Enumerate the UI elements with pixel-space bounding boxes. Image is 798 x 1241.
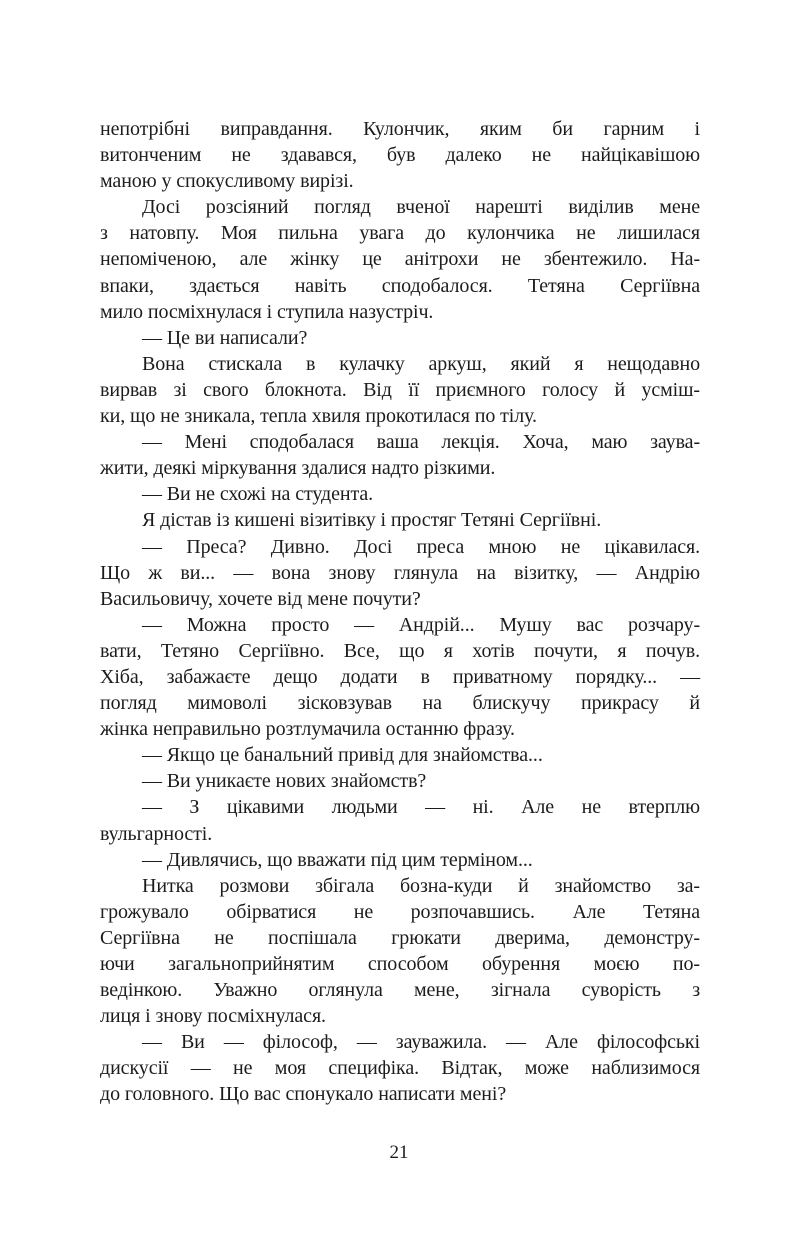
text-line: Що ж ви... — вона знову глянула на візитку, — Андрію — [100, 561, 700, 584]
text-line: лиця і знову посміхнулася. — [100, 1005, 326, 1028]
text-line: з натовпу. Моя пильна увага до кулончика не лишилася — [100, 222, 700, 245]
text-line: витонченим не здавався, був далеко не найцікавішою — [100, 144, 700, 167]
text-line: Нитка розмови збігала бозна-куди й знайомство за- — [142, 874, 700, 897]
text-line: непоміченою, але жінку це анітрохи не збентежило. На- — [100, 248, 700, 271]
text-line: Досі розсіяний погляд вченої нарешті виділив мене — [142, 196, 700, 219]
text-line: грожувало обірватися не розпочавшись. Але Тетяна — [100, 900, 700, 923]
text-line: непотрібні виправдання. Кулончик, яким би гарним і — [100, 118, 700, 140]
text-line: Сергіївна не поспішала грюкати дверима, демонстру- — [100, 926, 700, 949]
text-line: дискусії — не моя специфіка. Відтак, може наблизимося — [100, 1057, 700, 1080]
text-line: вульгарності. — [100, 822, 213, 845]
text-line: — Ви не схожі на студента. — [142, 483, 374, 506]
text-line: Вона стискала в кулачку аркуш, який я нещодавно — [142, 352, 700, 375]
page-number: 21 — [389, 1142, 409, 1163]
text-line: ведінкою. Уважно оглянула мене, зігнала суворість з — [100, 979, 700, 1002]
text-line: до головного. Що вас спонукало написати мені? — [100, 1083, 507, 1106]
text-line: — Можна просто — Андрій... Мушу вас розчару- — [142, 613, 700, 636]
text-line: мило посміхнулася і ступила назустріч. — [100, 300, 434, 323]
text-line: — Преса? Дивно. Досі преса мною не цікавилася. — [142, 535, 700, 558]
text-line: жити, деякі міркування здалися надто різкими. — [100, 457, 496, 480]
text-line: вати, Тетяно Сергіївно. Все, що я хотів почути, я почув. — [100, 639, 700, 662]
text-line: — Ви — філософ, — зауважила. — Але філософські — [142, 1031, 700, 1054]
text-line: — Ви уникаєте нових знайомств? — [142, 770, 427, 793]
text-line: Хіба, забажаєте дещо додати в приватному порядку... — — [100, 665, 700, 688]
text-line: — Дивлячись, що вважати під цим терміном... — [142, 848, 533, 871]
text-line: — Якщо це банальний привід для знайомства... — [142, 744, 543, 767]
text-line: маною у спокусливому вирізі. — [100, 170, 354, 193]
text-line: жінка неправильно розтлумачила останню фразу. — [100, 718, 515, 741]
text-block — [100, 116, 700, 1108]
text-line: ки, що не зникала, тепла хвиля прокотилася по тілу. — [100, 405, 537, 428]
text-line: вирвав зі свого блокнота. Від її приємного голосу й усміш- — [100, 378, 700, 401]
text-line: — Це ви написали? — [142, 326, 308, 349]
text-line: — З цікавими людьми — ні. Але не втерплю — [142, 796, 700, 819]
text-line: — Мені сподобалася ваша лекція. Хоча, маю заува- — [142, 431, 700, 454]
text-line: Я дістав із кишені візитівку і простяг Тетяні Сергіївні. — [142, 509, 602, 532]
text-line: Васильовичу, хочете від мене почути? — [100, 587, 421, 610]
text-line: впаки, здається навіть сподобалося. Тетяна Сергіївна — [100, 274, 700, 297]
text-line: ючи загальноприйнятим способом обурення моєю по- — [100, 953, 700, 975]
text-line: погляд мимоволі зісковзував на блискучу прикрасу й — [100, 692, 700, 715]
